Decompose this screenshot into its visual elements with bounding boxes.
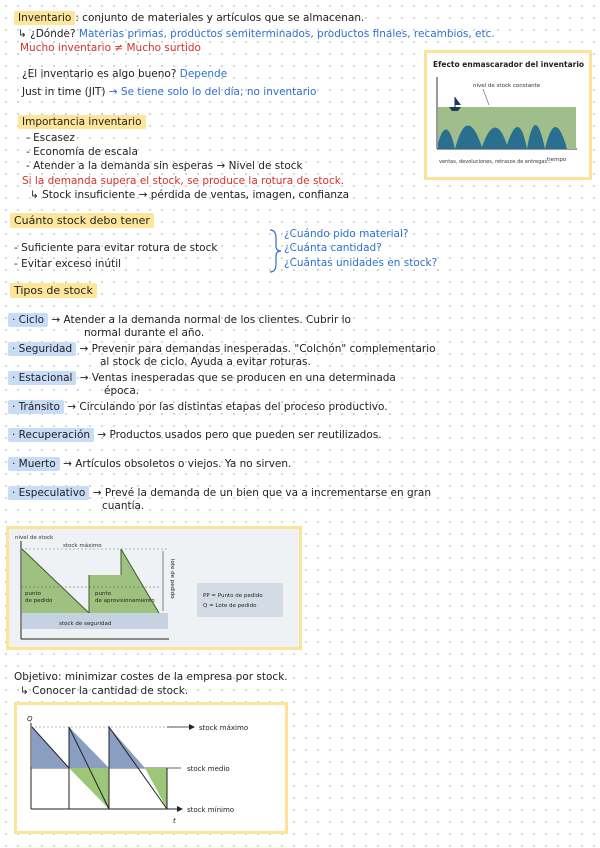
importance-title-row <box>18 116 146 128</box>
lot-label: lote de pedido <box>169 559 175 599</box>
type-name: · Recuperación <box>8 428 94 442</box>
where-line <box>18 28 495 40</box>
max-arrow-icon <box>189 724 195 730</box>
supply-label-1: punto <box>95 591 111 597</box>
mask-chart-frame <box>424 50 592 180</box>
brace-icon <box>268 228 282 274</box>
level-spacer <box>32 768 69 809</box>
level-max-label: stock máximo <box>199 724 249 732</box>
level-min-label: stock mínimo <box>187 806 235 814</box>
importance-item: - Economía de escala <box>26 146 138 158</box>
stock-break-note: Si la demanda supera el stock, se produce la rotura de stock. <box>22 175 345 187</box>
importance-item: - Atender a la demanda sin esperas → Nivel de stock <box>26 160 303 172</box>
good-line <box>22 68 227 80</box>
level-chart <box>17 705 285 831</box>
legend-box <box>197 583 283 617</box>
max-label: stock máximo <box>63 543 102 549</box>
how-much-question: ¿Cuándo pido material? <box>284 228 409 240</box>
type-row-recuperacion <box>8 429 382 441</box>
type-desc-cont: cuantía. <box>102 500 145 512</box>
level-pointer <box>483 89 489 105</box>
inventario-def: : conjunto de materiales y artículos que se almacenan. <box>75 12 365 24</box>
type-row-muerto <box>8 458 291 470</box>
type-desc-cont: al stock de ciclo. Ayuda a evitar roturas. <box>100 356 311 368</box>
type-name: · Estacional <box>8 371 76 385</box>
type-desc-cont: normal durante el año. <box>84 327 205 339</box>
type-row-transito <box>8 401 388 413</box>
mask-chart <box>427 53 589 177</box>
supply-label-2: de aprovisionamiento <box>95 598 155 604</box>
where-question: ↳ ¿Dónde? <box>18 28 76 40</box>
mask-chart-title: Efecto enmascarador del inventario <box>433 60 585 69</box>
how-much-title: Cuánto stock debo tener <box>10 213 154 228</box>
legend-pp: PP = Punto de pedido <box>203 593 263 599</box>
type-desc: → Prevenir para demandas inesperadas. "Colchón" complementario <box>79 343 436 355</box>
legend-q: Q = Lote de pedido <box>203 603 257 609</box>
how-much-item: - Suficiente para evitar rotura de stock <box>14 242 218 254</box>
type-name: · Muerto <box>8 457 60 471</box>
type-desc: → Circulando por las distintas etapas del proceso productivo. <box>67 401 388 413</box>
level-mid-label: stock medio <box>187 765 230 773</box>
stock-consequence: ↳ Stock insuficiente → pérdida de ventas, imagen, confianza <box>30 189 349 201</box>
stock-chart-frame <box>6 526 302 650</box>
type-row-especulativo <box>8 487 431 499</box>
inventario-term: Inventario <box>14 11 75 25</box>
type-desc: → Atender a la demanda normal de los clientes. Cubrir lo <box>51 314 351 326</box>
time-label: tiempo <box>547 157 567 163</box>
jit-term: Just in time (JIT) <box>22 86 106 98</box>
causes-label: ventas, devoluciones, retrasos de entregas... <box>439 159 552 165</box>
how-much-item: - Evitar exceso inútil <box>14 258 122 270</box>
level-label: nivel de stock constante <box>473 83 541 89</box>
stock-chart <box>9 529 299 647</box>
type-name: · Tránsito <box>8 400 64 414</box>
importance-title: Importancia inventario <box>18 115 146 129</box>
level-fill-upper-3 <box>69 727 109 768</box>
x-arrow-icon <box>177 806 183 812</box>
type-desc: → Productos usados pero que pueden ser reutilizados. <box>97 429 382 441</box>
type-desc: → Prevé la demanda de un bien que va a incrementarse en gran <box>92 487 432 499</box>
type-row-ciclo <box>8 314 351 326</box>
types-title: Tipos de stock <box>10 283 97 298</box>
jit-line <box>22 86 316 98</box>
type-desc-cont: época. <box>104 385 140 397</box>
type-name: · Especulativo <box>8 486 89 500</box>
type-name: · Seguridad <box>8 342 76 356</box>
reorder-label-1: punto <box>25 591 41 597</box>
jit-answer: → Se tiene solo lo del día; no inventario <box>108 86 317 98</box>
good-answer: Depende <box>179 68 228 80</box>
level-fill-lower-1 <box>69 768 109 809</box>
how-much-question: ¿Cuánta cantidad? <box>284 242 382 254</box>
q-label: Q <box>27 715 33 723</box>
level-fill-lower-2 <box>145 768 167 809</box>
good-question: ¿El inventario es algo bueno? <box>22 68 177 80</box>
safety-label: stock de seguridad <box>59 621 112 627</box>
where-answer: Materias primas, productos semiterminados, productos finales, recambios, etc. <box>78 28 495 40</box>
type-desc: → Artículos obsoletos o viejos. Ya no sirven. <box>63 458 292 470</box>
how-much-question: ¿Cuántas unidades en stock? <box>284 257 438 269</box>
objective-line: Objetivo: minimizar costes de la empresa por stock. <box>14 671 288 683</box>
types-title-row <box>10 284 97 297</box>
type-name: · Ciclo <box>8 313 48 327</box>
stock-ylabel: nivel de stock <box>15 535 54 541</box>
type-row-seguridad <box>8 343 436 355</box>
warning-line: Mucho inventario ≠ Mucho surtido <box>20 42 201 54</box>
importance-item: - Escasez <box>26 132 75 144</box>
type-desc: → Ventas inesperadas que se producen en una determinada <box>79 372 396 384</box>
t-label: t <box>173 817 176 825</box>
how-much-title-row <box>10 214 154 227</box>
boat-sail <box>455 97 461 105</box>
level-fill-upper-2 <box>109 727 145 768</box>
level-chart-frame <box>14 702 288 834</box>
objective-subline: ↳ Conocer la cantidad de stock. <box>20 685 189 697</box>
type-row-estacional <box>8 372 396 384</box>
definition-line <box>14 12 364 24</box>
reorder-label-2: de pedido <box>25 598 53 604</box>
